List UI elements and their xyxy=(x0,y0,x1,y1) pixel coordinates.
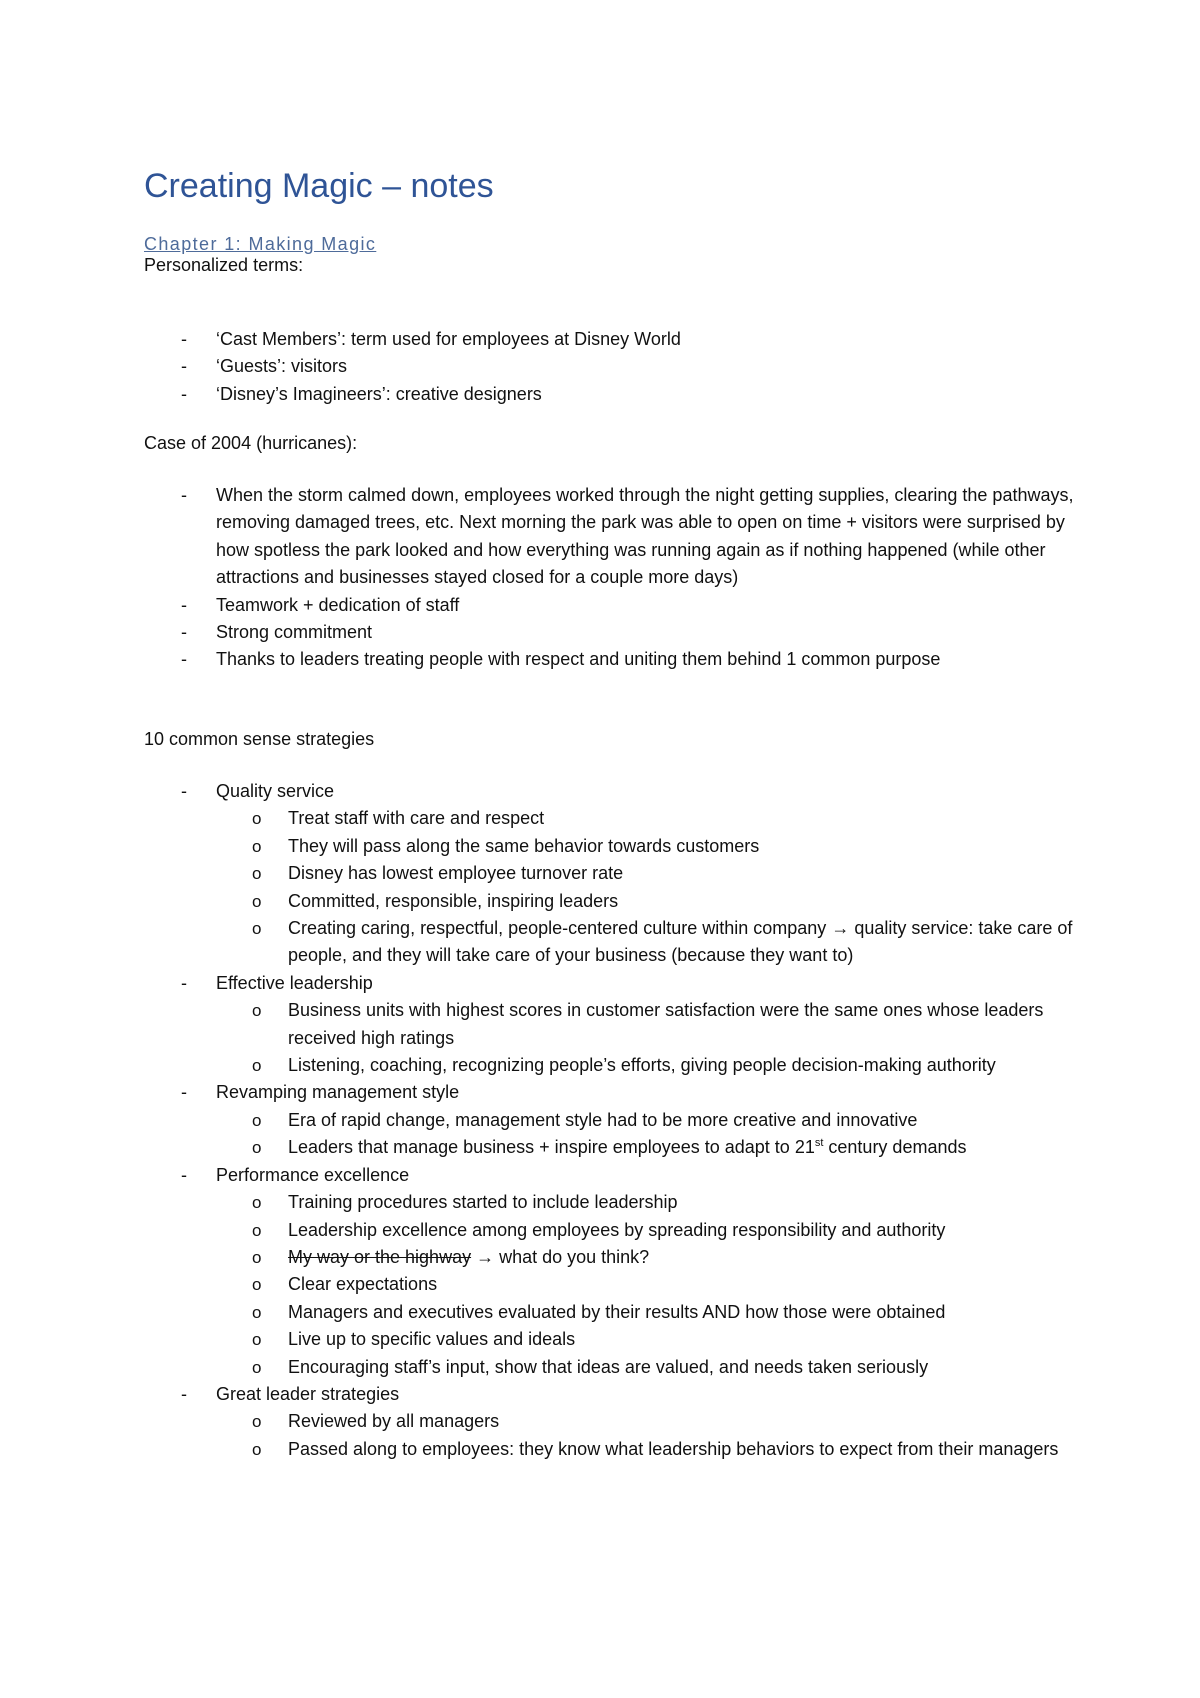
sub-item: o Clear expectations xyxy=(216,1271,1074,1298)
strategy-label: Performance excellence xyxy=(216,1164,410,1185)
strategy-label: Great leader strategies xyxy=(216,1383,400,1404)
sub-item: o Encouraging staff’s input, show that ideas are valued, and needs taken seriously xyxy=(216,1354,1074,1381)
strategies-heading: 10 common sense strategies xyxy=(144,729,375,749)
list-item: - Teamwork + dedication of staff xyxy=(144,592,1074,619)
sub-item: o Live up to specific values and ideals xyxy=(216,1326,1074,1353)
strategy-quality-service xyxy=(144,778,1074,970)
sub-list xyxy=(216,1189,1074,1381)
strategy-great-leader xyxy=(144,1381,1074,1463)
case-list xyxy=(144,482,1074,674)
strategy-performance-excellence xyxy=(144,1162,1074,1381)
document-title: Creating Magic – notes xyxy=(144,167,494,205)
sub-item: o Era of rapid change, management style had to be more creative and innovative xyxy=(216,1107,1074,1134)
list-item: - ‘Guests’: visitors xyxy=(144,353,1074,380)
sub-item: o Committed, responsible, inspiring leaders xyxy=(216,888,1074,915)
strategies-list xyxy=(144,778,1074,1463)
sub-list xyxy=(216,1107,1074,1162)
arrow-right-icon: → xyxy=(831,918,850,939)
sub-item: o Reviewed by all managers xyxy=(216,1408,1074,1435)
sub-item-text: century demands xyxy=(823,1137,967,1158)
sub-list xyxy=(216,805,1074,969)
list-item: - When the storm calmed down, employees worked through the night getting supplies, clearing the pathways, removing damaged trees, etc. Next morning the park was able to open on time + visitors were surprised by how spotless the park looked and how everything was running again as if nothing happened (while other attractions and businesses stayed closed for a couple more days) xyxy=(144,482,1074,592)
strategy-label: Revamping management style xyxy=(216,1082,460,1103)
sub-item xyxy=(216,1134,1074,1161)
personalized-terms-heading: Personalized terms: xyxy=(144,255,304,275)
strategy-label: Effective leadership xyxy=(216,972,373,993)
sub-item: o They will pass along the same behavior towards customers xyxy=(216,833,1074,860)
sub-item-text: Creating caring, respectful, people-centered culture within company xyxy=(288,918,827,939)
sub-item: o Disney has lowest employee turnover rate xyxy=(216,860,1074,887)
strategy-revamping-management xyxy=(144,1079,1074,1161)
list-item: - Thanks to leaders treating people with respect and uniting them behind 1 common purpose xyxy=(144,646,1074,673)
sub-item: o Leadership excellence among employees by spreading responsibility and authority xyxy=(216,1217,1074,1244)
list-item: - ‘Disney’s Imagineers’: creative designers xyxy=(144,381,1074,408)
sub-item: o Business units with highest scores in customer satisfaction were the same ones whose leaders received high ratings xyxy=(216,997,1074,1052)
sub-list xyxy=(216,1408,1074,1463)
ordinal-suffix: st xyxy=(814,1137,824,1150)
arrow-right-icon: → xyxy=(476,1246,495,1267)
sub-item-text: what do you think? xyxy=(494,1246,650,1267)
list-item: - Strong commitment xyxy=(144,619,1074,646)
struck-text: My way or the highway xyxy=(288,1246,472,1267)
strategy-label: Quality service xyxy=(216,781,335,801)
sub-item: o Passed along to employees: they know what leadership behaviors to expect from their managers xyxy=(216,1436,1074,1463)
chapter-heading: Chapter 1: Making Magic xyxy=(144,234,377,254)
personalized-terms-list xyxy=(144,326,1074,408)
case-heading: Case of 2004 (hurricanes): xyxy=(144,433,358,453)
strategy-effective-leadership xyxy=(144,970,1074,1080)
list-item: - ‘Cast Members’: term used for employees at Disney World xyxy=(144,326,1074,353)
sub-list xyxy=(216,997,1074,1079)
sub-item xyxy=(216,1244,1074,1271)
sub-item-text: quality service: take care of people, and they will take care of your business (because they want to) xyxy=(288,918,1073,966)
sub-item: o Managers and executives evaluated by their results AND how those were obtained xyxy=(216,1299,1074,1326)
sub-item: o Treat staff with care and respect xyxy=(216,805,1074,832)
sub-item xyxy=(216,915,1074,970)
sub-item-text: Leaders that manage business + inspire employees to adapt to 21 xyxy=(288,1137,815,1158)
sub-item: o Listening, coaching, recognizing people’s efforts, giving people decision-making authority xyxy=(216,1052,1074,1079)
sub-item: o Training procedures started to include leadership xyxy=(216,1189,1074,1216)
